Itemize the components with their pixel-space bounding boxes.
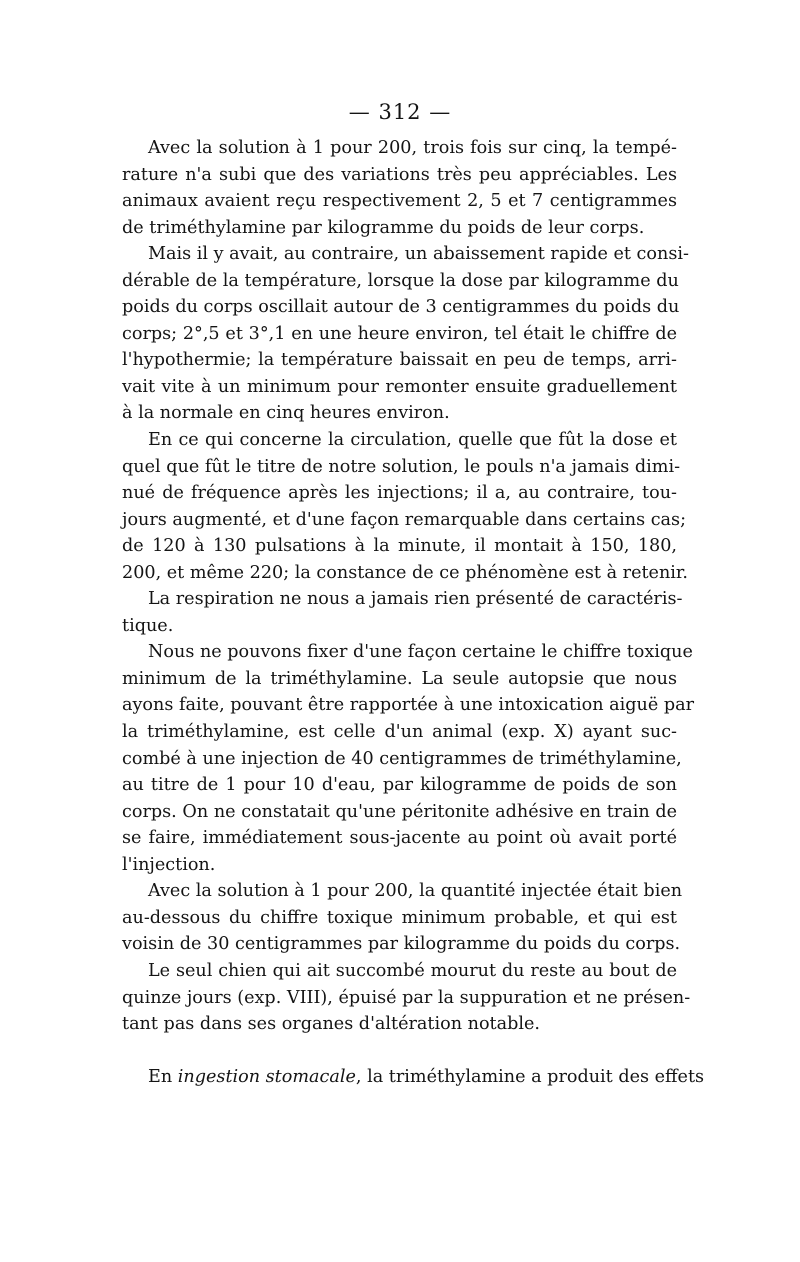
text-line: vait vite à un minimum pour remonter ensuite graduellement xyxy=(122,376,677,397)
text-line: dérable de la température, lorsque la dose par kilogramme du xyxy=(122,270,679,291)
text-line: à la normale en cinq heures environ. xyxy=(122,403,450,424)
text-line: voisin de 30 centigrammes par kilogramme du poids du corps. xyxy=(122,934,681,955)
text-line: ayons faite, pouvant être rapportée à une intoxication aiguë par xyxy=(122,695,695,716)
text-line: poids du corps oscillait autour de 3 centigrammes du poids du xyxy=(122,297,680,318)
text-line: l'injection. xyxy=(122,854,216,875)
page-number: — 312 — xyxy=(348,100,452,124)
final-line-before: En xyxy=(148,1066,178,1087)
text-line: En ce qui concerne la circulation, quelle que fût la dose et xyxy=(148,430,677,451)
text-line: combé à une injection de 40 centigrammes de triméthylamine, xyxy=(122,748,682,769)
text-line: animaux avaient reçu respectivement 2, 5 et 7 centigrammes xyxy=(122,191,677,212)
text-line: Mais il y avait, au contraire, un abaissement rapide et consi- xyxy=(148,244,689,265)
text-line: de triméthylamine par kilogramme du poids de leur corps. xyxy=(122,217,645,238)
italic-phrase: ingestion stomacale xyxy=(177,1066,356,1087)
text-line: quinze jours (exp. VIII), épuisé par la suppuration et ne présen- xyxy=(122,987,691,1008)
text-line: Avec la solution à 1 pour 200, trois fois sur cinq, la tempé- xyxy=(148,138,677,158)
text-line: quel que fût le titre de notre solution, le pouls n'a jamais dimi- xyxy=(122,456,681,477)
text-line: de 120 à 130 pulsations à la minute, il montait à 150, 180, xyxy=(122,536,677,557)
body-text xyxy=(122,135,705,1090)
text-line: La respiration ne nous a jamais rien présenté de caractéris- xyxy=(148,589,683,610)
text-line: jours augmenté, et d'une façon remarquable dans certains cas; xyxy=(122,509,686,530)
text-line: Le seul chien qui ait succombé mourut du reste au bout de xyxy=(148,960,677,981)
text-line: l'hypothermie; la température baissait en peu de temps, arri- xyxy=(122,350,677,371)
text-line: tique. xyxy=(122,615,174,636)
text-line: 200, et même 220; la constance de ce phénomène est à retenir. xyxy=(122,562,688,583)
text-line: au titre de 1 pour 10 d'eau, par kilogramme de poids de son xyxy=(122,775,677,796)
text-line: la triméthylamine, est celle d'un animal (exp. X) ayant suc- xyxy=(122,722,677,743)
paragraph-gap xyxy=(122,1038,677,1064)
text-line: corps; 2°,5 et 3°,1 en une heure environ, tel était le chiffre de xyxy=(122,323,677,344)
text-line: au-dessous du chiffre toxique minimum probable, et qui est xyxy=(122,907,677,928)
text-line: minimum de la triméthylamine. La seule autopsie que nous xyxy=(122,668,677,689)
text-line: rature n'a subi que des variations très peu appréciables. Les xyxy=(122,164,677,185)
final-line-after: , la triméthylamine a produit des effets xyxy=(355,1066,705,1087)
text-line: Avec la solution à 1 pour 200, la quantité injectée était bien xyxy=(148,881,683,902)
text-line: corps. On ne constatait qu'une péritonite adhésive en train de xyxy=(122,801,677,822)
text-line: se faire, immédiatement sous-jacente au point où avait porté xyxy=(122,828,677,849)
text-line: nué de fréquence après les injections; il a, au contraire, tou- xyxy=(122,483,677,504)
final-text-line xyxy=(122,1064,705,1091)
text-line: tant pas dans ses organes d'altération notable. xyxy=(122,1014,540,1035)
text-line: Nous ne pouvons fixer d'une façon certaine le chiffre toxique xyxy=(148,642,693,663)
